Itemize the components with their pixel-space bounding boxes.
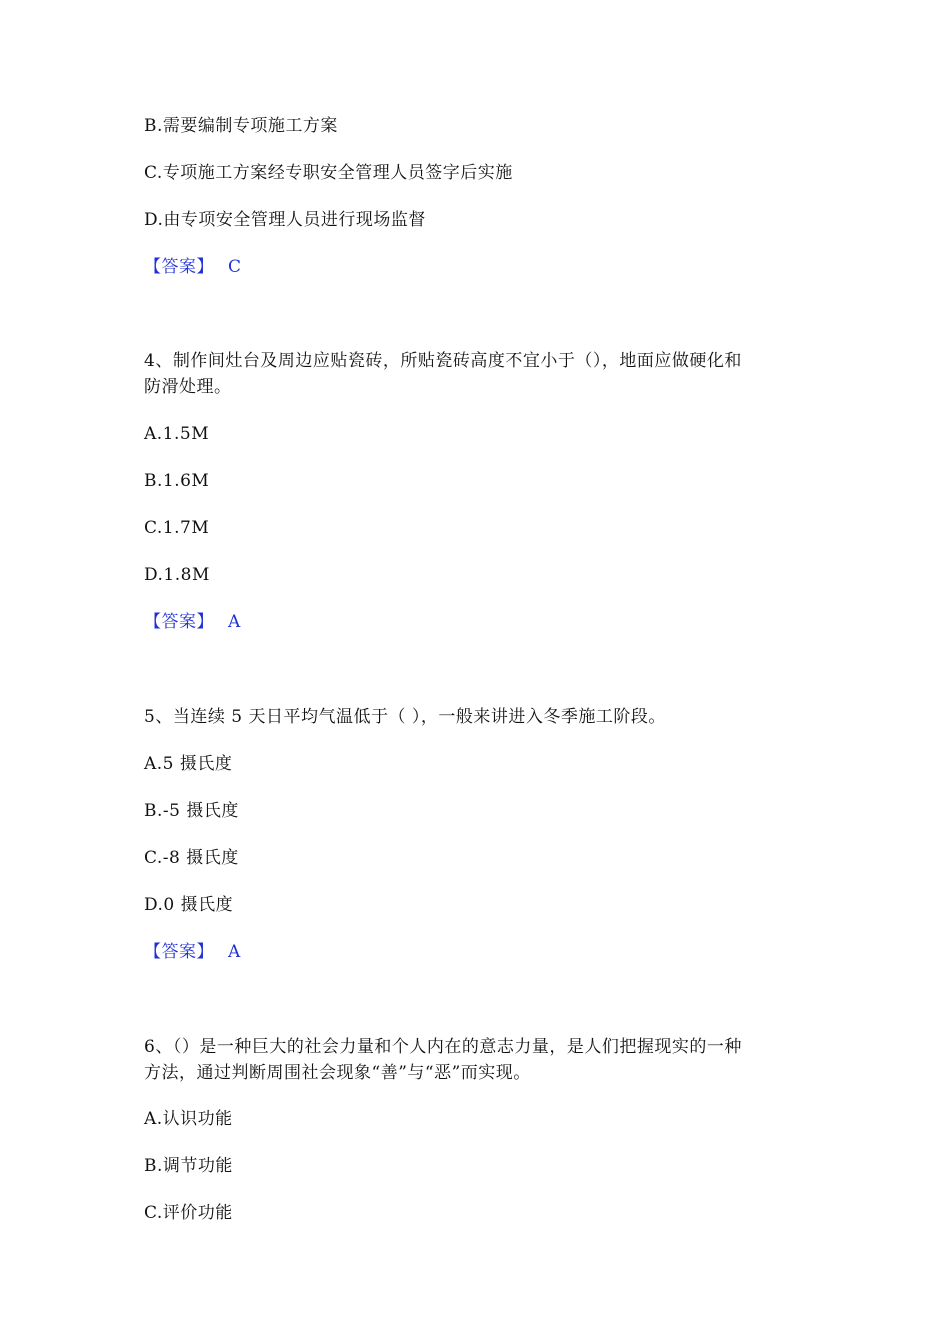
q4-option-c: C.1.7M	[144, 518, 210, 538]
q5-answer-value: A	[228, 942, 241, 962]
q5-answer-label: 【答案】	[144, 942, 214, 962]
q5-answer	[144, 940, 241, 964]
q3-answer-label: 【答案】	[144, 257, 214, 277]
q6-option-a: A.认识功能	[144, 1109, 233, 1129]
q4-stem-line2: 防滑处理。	[144, 377, 232, 397]
q3-option-b: B.需要编制专项施工方案	[144, 116, 338, 136]
q4-option-b: B.1.6M	[144, 471, 210, 491]
q4-stem-line1: 4、制作间灶台及周边应贴瓷砖，所贴瓷砖高度不宜小于（），地面应做硬化和	[144, 351, 742, 371]
q5-option-b: B.-5 摄氏度	[144, 801, 239, 821]
q4-option-d: D.1.8M	[144, 565, 210, 585]
q5-option-d: D.0 摄氏度	[144, 895, 234, 915]
q6-stem-line1: 6、（）是一种巨大的社会力量和个人内在的意志力量，是人们把握现实的一种	[144, 1037, 742, 1057]
q4-option-a: A.1.5M	[144, 424, 210, 444]
q4-answer	[144, 610, 241, 634]
q3-option-c: C.专项施工方案经专职安全管理人员签字后实施	[144, 163, 513, 183]
q6-option-c: C.评价功能	[144, 1203, 233, 1223]
q5-option-a: A.5 摄氏度	[144, 754, 233, 774]
q6-stem-line2: 方法，通过判断周围社会现象“善”与“恶”而实现。	[144, 1063, 531, 1083]
q5-stem: 5、当连续 5 天日平均气温低于（ ），一般来讲进入冬季施工阶段。	[144, 707, 666, 727]
q4-answer-value: A	[228, 612, 241, 632]
q5-option-c: C.-8 摄氏度	[144, 848, 239, 868]
q3-option-d: D.由专项安全管理人员进行现场监督	[144, 210, 426, 230]
q3-answer-value: C	[228, 257, 242, 277]
q6-option-b: B.调节功能	[144, 1156, 233, 1176]
q4-answer-label: 【答案】	[144, 612, 214, 632]
q3-answer	[144, 255, 242, 279]
